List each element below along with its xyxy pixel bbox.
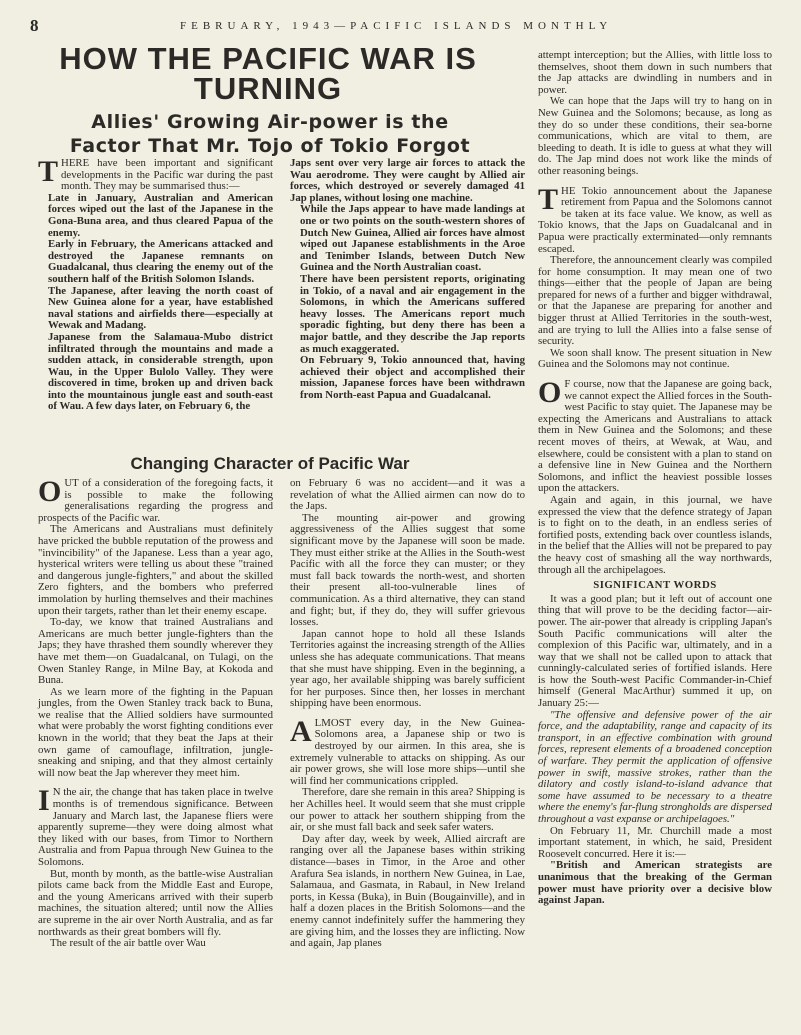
summary-item: Japs sent over very large air forces to attack the Wau aerodrome. They were caught by Allied air forces, which destroyed or severely damaged 41 Jap planes, without losing one machine. xyxy=(290,157,525,204)
running-head: FEBRUARY, 1943—PACIFIC ISLANDS MONTHLY xyxy=(180,20,613,32)
body-paragraph: The mounting air-power and growing aggressiveness of the Allies suggest that some significant move by the Japanese will soon be made. They must either strike at the Allies in the South-west Pacific with all the force they can muster; or they must fall back towards the north-west, and shorten their present all-too-vulnerable lines of communication. As a third alternative, they can stand and fight; but, if they do, they will suffer grievous losses. xyxy=(290,511,525,629)
summary-item: Late in January, Australian and American forces wiped out the last of the Japanese in the Gona-Buna area, and thus cleared Papua of the enemy. xyxy=(48,191,273,239)
summary-item: Japanese from the Salamaua-Mubo district infiltrated through the mountains and made a sudden attack, in considerable strength, upon Wau, in the Upper Bulolo Valley. They were discovered in time, broken up and driven back into the mountainous jungle east and south-east of Wau. A few days later, on February 6, the xyxy=(48,330,273,413)
body-paragraph: Therefore, the announcement clearly was compiled for home consumption. It may mean one of two things—either that the people of Japan are being prepared for news of a further and bigger withdrawal, or that the Japanese are preparing for another and bigger thrust at Allied Territories in the south-west, and are trying to lull the Allies into a false sense of security. xyxy=(538,254,772,348)
intro-lead: THERE have been important and significant developments in the Pacific war during the past month. They may be summarised thus:— xyxy=(38,155,273,193)
drop-cap: A xyxy=(290,714,312,748)
body-column-3 xyxy=(538,50,772,907)
intro-column-2 xyxy=(290,158,525,401)
summary-item: Early in February, the Americans attacked and destroyed the Japanese remnants on Guadalcanal, thus clearing the enemy out of the southern half of the British Solomon Islands. xyxy=(48,238,273,285)
body-column-1 xyxy=(38,475,273,950)
body-paragraph: I N the air, the change that has taken place in twelve months is of tremendous significance. Between January and March last, the Japanese fliers were apparently supreme—they were doing almost what they liked with our bases, from Timor to Northern Australia and from Papua through New Guinea to the Solomons. xyxy=(38,784,273,868)
page-header xyxy=(30,16,771,40)
body-paragraph: Japan cannot hope to hold all these Islands Territories against the increasing strength of the Allies unless she has adequate communications. That means that she must have shipping. Even in the beginning, a year ago, her available shipping was barely sufficient for her purposes. Since then, her losses in merchant shipping have been enormous. xyxy=(290,627,525,710)
page-number: 8 xyxy=(30,16,39,35)
body-paragraph: The Americans and Australians must definitely have pricked the bubble reputation of the prowess and "invincibility" of the Japanese. Less than a year ago, hysterical writers were telling us about these "trained and dangerous jungle-fighters," and about the skilled Zero fighters, and the bombers who preferred immolation by hurling themselves and their machines upon their targets, rather than let their enemy escape. xyxy=(38,523,273,617)
quotation xyxy=(538,860,772,906)
body-paragraph: We can hope that the Japs will try to hang on in New Guinea and the Solomons; because, as long as they do so under these conditions, their sea-borne communications, which are vital to them, are bleeding to death. It is idle to guess at what they will do. The Jap mind does not work like the minds of other reasoning beings. xyxy=(538,95,772,177)
intro-column-1 xyxy=(38,155,273,413)
quote-text: "British and American strategists are unanimous that the breaking of the German power must have priority over a decisive blow against Japan. xyxy=(538,859,772,907)
body-paragraph: THE Tokio announcement about the Japanese retirement from Papua and the Solomons cannot be taken at its face value. We know, as well as Tokio knows, that the Japs on Guadalcanal and in Papua were practically exterminated—only remnants escaped. xyxy=(538,182,772,255)
body-paragraph: on February 6 was no accident—and it was a revelation of what the Allied airmen can now do to the Japs. xyxy=(290,477,525,513)
subsection-heading: SIGNIFICANT WORDS xyxy=(593,579,717,592)
quotation xyxy=(538,710,772,826)
body-paragraph: attempt interception; but the Allies, with little loss to themselves, shoot them down in such numbers that the Jap attacks are dwindling in numbers and in power. xyxy=(538,49,772,96)
article-headline: HOW THE PACIFIC WAR IS TURNING xyxy=(59,41,477,106)
body-paragraph: But, month by month, as the battle-wise Australian pilots came back from the Middle East and Europe, and the young Americans arrived with their superb machines, the situation altered; until now the Allies are supreme in the air over North Australia, and as far northwards as their great bombers will fly. xyxy=(38,867,273,938)
article-subhead: Allies' Growing Air-power is the Factor That Mr. Tojo of Tokio Forgot xyxy=(69,111,471,157)
drop-cap: T xyxy=(38,155,59,188)
body-paragraph: Again and again, in this journal, we have expressed the view that the defence strategy of Japan is to fight on to the death, in an endless series of fortified posts, extending back over countless islands, in the belief that the Allies will not be prepared to pay the heavy cost of smashing all the way northwards, through all the archipelagoes. xyxy=(538,493,772,576)
drop-cap: I xyxy=(38,784,50,818)
drop-cap: T xyxy=(538,182,559,216)
body-paragraph: OUT of a consideration of the foregoing facts, it is possible to make the following generalisations regarding the progress and prospects of the Pacific war. xyxy=(38,475,273,524)
body-paragraph: On February 11, Mr. Churchill made a most important statement, in which, he said, President Roosevelt concurred. Here it is:— xyxy=(538,824,772,860)
drop-cap: O xyxy=(538,376,562,410)
body-paragraph: ALMOST every day, in the New Guinea-Solomons area, a Japanese ship or two is destroyed by our airmen. In this area, she is extremely vulnerable to attacks on shipping. As our air power grows, she will lose more ships—until she will find her communications crippled. xyxy=(290,714,525,787)
body-paragraph: Day after day, week by week, Allied aircraft are ranging over all the Japanese bases within striking distance—bases in Timor, in the Aroe and other Arafura Sea islands, in northern New Guinea, in Lae, Salamaua, and Gasmata, in Rabaul, in New Ireland ports, in Kessa (Buka), in Buin (Bougainville), and in half a dozen places in the British Solomons—and the enemy cannot indefinitely suffer the hammering they are giving him, and the losses they are inflicting. Now and again, Jap planes xyxy=(290,832,525,950)
body-paragraph: Therefore, dare she remain in this area? Shipping is her Achilles heel. It would seem that she must cripple our power to attack her southern shipping from the air, or she must fall back and seek safer waters. xyxy=(290,786,525,834)
quote-text: "The offensive and defensive power of the air force, and the adaptability, range and capacity of its transport, in an effective combination with ground forces, represent elements of a broadened conception of warfare. They permit the application of offensive power in swift, massive strokes, rather than the dilatory and costly island-to-island advance that some have assumed to be necessary to a theatre where the enemy's far-flung strongholds are dispersed throughout a vast expanse or archipelagoes." xyxy=(538,708,772,825)
summary-item: The Japanese, after leaving the north coast of New Guinea alone for a year, have established naval stations and airfields there—especially at Wewak and Madang. xyxy=(48,284,273,332)
summary-item: There have been persistent reports, originating in Tokio, of a naval and air engagement in the Solomons, in which the Americans suffered heavy losses. The Americans report much sporadic fighting, but deny there has been a major battle, and they describe the Jap reports as much exaggerated. xyxy=(300,272,525,355)
drop-cap: O xyxy=(38,475,62,508)
body-paragraph: As we learn more of the fighting in the Papuan jungles, from the Owen Stanley track back to Buna, we realise that the Allied soldiers have surmounted what were probably the worst fighting conditions ever known in the world; that they beat the Japs at their own game of camouflage, infiltration, jungle-sneaking and sniping, and that they almost certainly will now beat the Jap wherever they meet him. xyxy=(38,685,273,779)
body-paragraph: O F course, now that the Japanese are going back, we cannot expect the Allied forces in the South-west Pacific to stay quiet. The Japanese may be expecting the Americans and Australians to attack them in New Guinea and the Solomons; and these recent moves of theirs, at Wewak, at Wau, and elsewhere, could be consistent with a plan to stand on a defensive line in New Guinea and the Northern Solomons, and inflict the heaviest possible losses upon the attackers. xyxy=(538,376,772,495)
body-paragraph: It was a good plan; but it left out of account one thing that will prove to be the deciding factor—air-power. The air-power that already is crippling Japan's South Pacific communications will alter the complexion of this Pacific war, ultimately, and in a way that we shall not be called upon to attack that cunningly-calculated series of fortified islands. Here is how the South-west Pacific Commander-in-Chief himself (General MacArthur) summed it up, on January 25:— xyxy=(538,592,772,710)
body-column-2 xyxy=(290,478,525,950)
body-paragraph: We soon shall know. The present situation in New Guinea and the Solomons may not continue. xyxy=(538,346,772,371)
summary-item: On February 9, Tokio announced that, having achieved their object and accomplished their mission, Japanese forces have been withdrawn from North-east Papua and Guadalcanal. xyxy=(300,354,525,401)
summary-item: While the Japs appear to have made landings at one or two points on the south-western shores of Dutch New Guinea, Allied air forces have almost wiped out Japanese establishments in the Aroe and Tenimber Islands, between Dutch New Guinea and the North Australian coast. xyxy=(300,203,525,274)
body-paragraph: The result of the air battle over Wau xyxy=(50,937,206,950)
body-paragraph: To-day, we know that trained Australians and Americans are much better jungle-fighters than the Japs; they have thrashed them soundly wherever they have met them—on Guadalcanal, on Tulagi, on the Owen Stanley Range, in Milne Bay, at Kokoda and Buna. xyxy=(38,616,273,687)
section-heading: Changing Character of Pacific War xyxy=(130,454,410,473)
